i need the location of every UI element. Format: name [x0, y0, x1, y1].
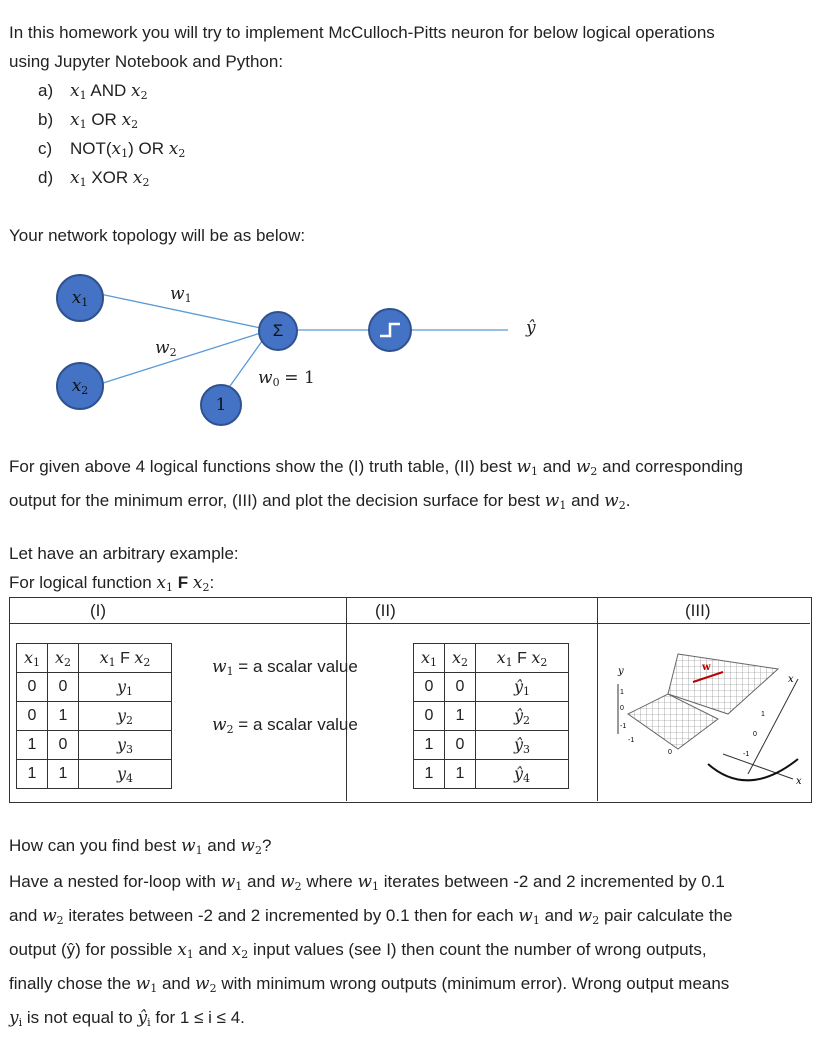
table-row: 1 0 $ŷ_3$ — [414, 731, 569, 760]
answer-line-4: finally chose the $w_1$ and $w_2$ with minimum wrong outputs (minimum error). Wrong output means — [9, 974, 730, 995]
task-text — [9, 452, 743, 520]
table-divider-1 — [346, 597, 347, 801]
example-line-1: Let have an arbitrary example: — [9, 544, 239, 563]
intro-line-1: In this homework you will try to implement McCulloch-Pitts neuron for below logical operations — [9, 23, 715, 42]
tick-label: -1 — [620, 723, 627, 730]
answer-text — [9, 867, 733, 1037]
tick-label: -1 — [628, 737, 635, 744]
example-line-2: For logical function $x_1$ F $x_2$: — [9, 573, 215, 594]
w2-label: $w_2$ — [155, 338, 177, 359]
intro-line-2: using Jupyter Notebook and Python: — [9, 52, 284, 71]
x2-axis — [748, 679, 798, 774]
example-text — [9, 539, 239, 602]
table-row: 1 1 $y_4$ — [17, 760, 172, 789]
step-node — [368, 308, 412, 352]
tick-label: 0 — [753, 731, 757, 738]
table-row: 1 1 $ŷ_4$ — [414, 760, 569, 789]
truth-table — [16, 643, 172, 789]
header-I: (I) — [90, 601, 107, 620]
table-row: 0 1 $y_2$ — [17, 702, 172, 731]
axis-label-x1: x — [796, 776, 802, 787]
table-row: $x_1$ $x_2$ $x_1$ F $x_2$ — [414, 644, 569, 673]
tick-label: 1 — [761, 711, 765, 718]
rotation-arrow — [708, 759, 798, 780]
tick-label: 1 — [620, 689, 624, 696]
answer-line-2: and $w_2$ iterates between -2 and 2 incremented by 0.1 then for each $w_1$ and $w_2$ pair calculate the — [9, 906, 733, 927]
w1-label: $w_1$ — [170, 284, 192, 305]
header-II: (II) — [375, 601, 396, 620]
topology-text: Your network topology will be as below: — [9, 226, 306, 245]
bias-node: 1 — [200, 384, 242, 426]
table-row: 0 0 $ŷ_1$ — [414, 673, 569, 702]
output-table — [413, 643, 569, 789]
answer-line-5: $y_i$ is not equal to $ŷ_i$ for 1 ≤ i ≤ 4. — [9, 1008, 245, 1029]
w0-label: $w_0 = 1$ — [258, 368, 315, 389]
step-function-icon — [370, 310, 410, 350]
intro-text — [9, 18, 715, 76]
tick-label: 0 — [620, 705, 624, 712]
table-row: 1 0 $y_3$ — [17, 731, 172, 760]
axis-label-x2: x — [788, 674, 794, 685]
question-text: How can you find best $w_1$ and $w_2$? — [9, 836, 272, 857]
table-row: 0 1 $ŷ_2$ — [414, 702, 569, 731]
w1-value: $w_1 = a$ scalar value — [212, 657, 358, 678]
sum-node: Σ — [258, 311, 298, 351]
axis-label-y: y — [618, 666, 624, 677]
answer-line-1: Have a nested for-loop with $w_1$ and $w_2$ where $w_1$ iterates between -2 and 2 incremented by 0.1 — [9, 872, 725, 893]
x1-node: $x_1$ — [56, 274, 104, 322]
task-line-1: For given above 4 logical functions show the (I) truth table, (II) best $w_1$ and $w_2$ and corresponding — [9, 457, 743, 478]
operation-a: a) $x_1$ AND $x_2$ — [38, 81, 148, 102]
yhat-label: ŷ — [526, 318, 536, 338]
operation-b: b) $x_1$ OR $x_2$ — [38, 110, 139, 131]
tick-label: 0 — [668, 749, 672, 756]
table-row: $x_1$ $x_2$ $x_1$ F $x_2$ — [17, 644, 172, 673]
answer-line-3: output (ŷ) for possible $x_1$ and $x_2$ input values (see I) then count the number of wrong outputs, — [9, 940, 707, 961]
x1-axis — [723, 754, 793, 779]
table-row: 0 0 $y_1$ — [17, 673, 172, 702]
operation-c: c) $NOT(x_1)$ OR $x_2$ — [38, 139, 186, 160]
operation-d: d) $x_1$ XOR $x_2$ — [38, 168, 150, 189]
decision-surface-plot — [598, 624, 809, 800]
w2-value: $w_2 = a$ scalar value — [212, 715, 358, 736]
edge-x2-sum — [100, 330, 270, 384]
header-III: (III) — [685, 601, 711, 620]
operations-list — [38, 76, 185, 192]
axis-label-w: w — [702, 662, 711, 673]
tick-label: -1 — [743, 751, 750, 758]
x2-node: $x_2$ — [56, 362, 104, 410]
task-line-2: output for the minimum error, (III) and plot the decision surface for best $w_1$ and $w_2$. — [9, 491, 631, 512]
